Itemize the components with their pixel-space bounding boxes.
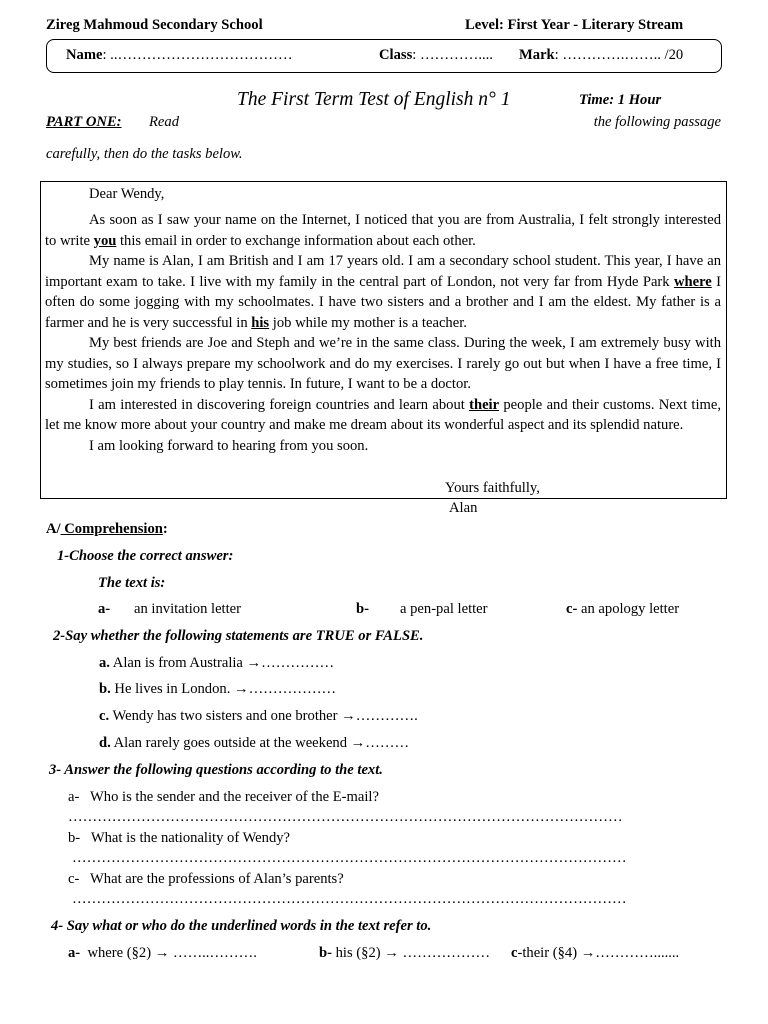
answer-line-3b[interactable]: ……………………………………………………………………………………………………	[72, 850, 627, 866]
name-field[interactable]	[66, 47, 293, 64]
answer-line-3c[interactable]: ……………………………………………………………………………………………………	[72, 891, 627, 907]
question-3-title: 3- Answer the following questions according to the text.	[49, 762, 383, 778]
question-3a: a- Who is the sender and the receiver of the E-mail?	[68, 789, 379, 805]
instruction-start: Read	[149, 114, 179, 130]
instruction-end: carefully, then do the tasks below.	[46, 146, 243, 162]
underlined-his: his	[251, 314, 270, 331]
test-title: The First Term Test of English n° 1	[237, 89, 511, 110]
section-comprehension: A/ Comprehension:	[46, 521, 168, 537]
question-3c: c- What are the professions of Alan’s parents?	[68, 871, 344, 887]
option-a-text[interactable]: an invitation letter	[134, 601, 241, 617]
statement-c[interactable]: c. Wendy has two sisters and one brother →………….	[99, 708, 418, 724]
letter-closing: Yours faithfully,	[445, 480, 540, 496]
letter-paragraph-2: My name is Alan, I am British and I am 17 years old. I am a secondary school student. This year, I have an important exam to take. I live with my family in the central part of London, not very far from Hyde Park where I often do some jogging with my schoolmates. I have two sisters and a brother and I am the eldest. My father is a farmer and he is very successful in his job while my mother is a teacher.	[45, 253, 721, 331]
question-3b: b- What is the nationality of Wendy?	[68, 830, 291, 846]
statement-b[interactable]: b. He lives in London. →………………	[99, 681, 337, 697]
mark-label: Mark	[519, 47, 555, 63]
answer-line-3a[interactable]: ……………………………………………………………………………………………………	[68, 809, 623, 825]
level-label: Level: First Year - Literary Stream	[465, 17, 684, 33]
statement-d[interactable]: d. Alan rarely goes outside at the weekend →………	[99, 735, 410, 751]
letter-paragraph-3: My best friends are Joe and Steph and we’re in the same class. During the week, I am extremely busy with my studies, so I always prepare my schoolwork and do my exercises. I rarely go out but when I have a free time, I sometimes join my friends to play tennis. In future, I want to be a doctor.	[45, 335, 721, 392]
name-label: Name	[66, 47, 103, 63]
class-label: Class	[379, 47, 413, 63]
reference-c[interactable]: c-their (§4) →………….......	[511, 945, 680, 961]
class-dots: : …………....	[412, 47, 493, 63]
name-dots: : ..………………………………	[102, 47, 293, 63]
class-field[interactable]	[379, 47, 493, 64]
letter-paragraph-4: I am interested in discovering foreign countries and learn about their people and their customs. Next time, let me know more about your country and make me dream about its wonderful aspect and its splendid nature.	[45, 396, 722, 433]
option-b[interactable]: b-	[356, 601, 369, 617]
option-b-text[interactable]: a pen-pal letter	[400, 601, 488, 617]
question-1-stem: The text is:	[98, 575, 166, 591]
mark-field[interactable]	[519, 47, 683, 64]
letter-greeting: Dear Wendy,	[89, 186, 165, 202]
underlined-you: you	[93, 232, 117, 249]
reference-a[interactable]: a- where (§2) → ……..……….	[68, 945, 257, 961]
letter-paragraph-1: As soon as I saw your name on the Internet, I noticed that you are from Australia, I felt strongly interested to write you this email in order to exchange information about each other.	[45, 212, 721, 249]
test-time: Time: 1 Hour	[579, 92, 662, 108]
option-c[interactable]: c- an apology letter	[566, 601, 680, 617]
reference-b[interactable]: b- his (§2) → ………………	[319, 945, 491, 961]
instruction-right: the following passage	[593, 114, 721, 130]
option-a[interactable]: a-	[98, 601, 111, 617]
question-4-title: 4- Say what or who do the underlined words in the text refer to.	[51, 918, 432, 934]
letter-signature: Alan	[449, 500, 478, 516]
mark-dots: : ………….…….. /20	[554, 47, 684, 63]
letter-paragraph-5: I am looking forward to hearing from you soon.	[89, 437, 369, 454]
statement-a[interactable]: a. Alan is from Australia →……………	[99, 655, 335, 671]
question-1-title: 1-Choose the correct answer:	[57, 548, 234, 564]
school-name: Zireg Mahmoud Secondary School	[46, 17, 263, 33]
part-one-label: PART ONE:	[46, 114, 122, 130]
underlined-their: their	[469, 396, 500, 413]
letter-body	[45, 184, 721, 456]
underlined-where: where	[673, 273, 712, 290]
question-2-title: 2-Say whether the following statements are TRUE or FALSE.	[53, 628, 424, 644]
